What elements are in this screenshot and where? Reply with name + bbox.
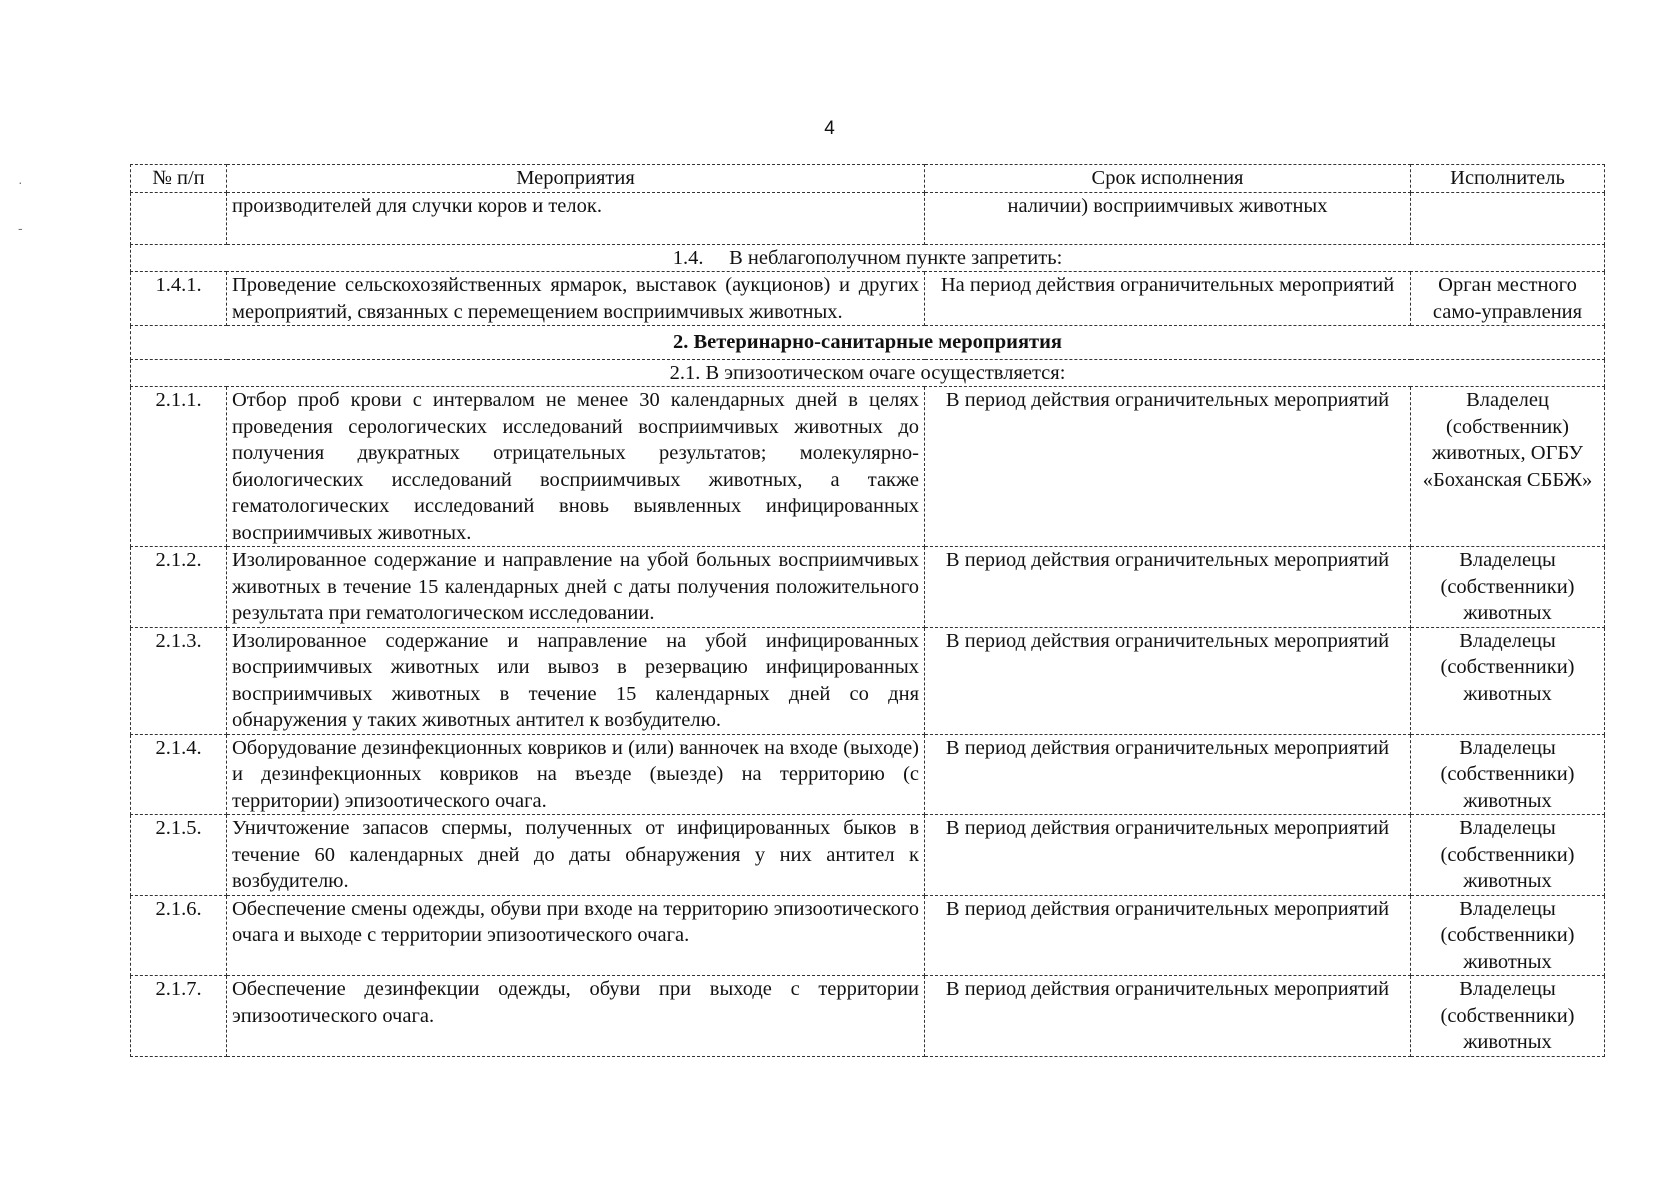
row-term: В период действия ограничительных мероприятий xyxy=(925,627,1411,734)
table-row xyxy=(131,627,1605,734)
row-executor: Владелецы (собственники) животных xyxy=(1411,976,1605,1057)
table-row xyxy=(131,895,1605,976)
scan-mark: · xyxy=(18,174,23,190)
row-activity: производителей для случки коров и телок. xyxy=(227,192,925,244)
row-activity: Обеспечение смены одежды, обуви при входе на территорию эпизоотического очага и выходе с территории эпизоотического очага. xyxy=(227,895,925,976)
row-number: 2.1.3. xyxy=(131,627,227,734)
row-number: 2.1.2. xyxy=(131,547,227,628)
row-term: В период действия ограничительных мероприятий xyxy=(925,815,1411,896)
row-executor: Владелецы (собственники) животных xyxy=(1411,547,1605,628)
table-row xyxy=(131,547,1605,628)
row-executor: Орган местного само-управления xyxy=(1411,272,1605,326)
row-number: 2.1.6. xyxy=(131,895,227,976)
row-term: В период действия ограничительных мероприятий xyxy=(925,387,1411,547)
row-activity: Отбор проб крови с интервалом не менее 30 календарных дней в целях проведения серологических исследований восприимчивых животных до получения двукратных отрицательных результатов; молекулярно-биологических исследований восприимчивых животных, а также гематологических исследований вновь выявленных инфицированных восприимчивых животных. xyxy=(227,387,925,547)
table-row xyxy=(131,976,1605,1057)
section-2-1-heading: 2.1. В эпизоотическом очаге осуществляется: xyxy=(131,359,1605,387)
table-row xyxy=(131,272,1605,326)
header-term: Срок исполнения xyxy=(925,165,1411,193)
measures-table xyxy=(130,164,1605,1057)
row-term: В период действия ограничительных мероприятий xyxy=(925,976,1411,1057)
row-term: В период действия ограничительных мероприятий xyxy=(925,895,1411,976)
row-number xyxy=(131,192,227,244)
row-number: 2.1.5. xyxy=(131,815,227,896)
header-number: № п/п xyxy=(131,165,227,193)
row-executor: Владелец (собственник) животных, ОГБУ «Боханская СББЖ» xyxy=(1411,387,1605,547)
row-activity: Изолированное содержание и направление на убой больных восприимчивых животных в течение 15 календарных дней с даты получения положительного результата при гематологическом исследовании. xyxy=(227,547,925,628)
table-row xyxy=(131,734,1605,815)
row-activity: Проведение сельскохозяйственных ярмарок, выставок (аукционов) и других мероприятий, связанных с перемещением восприимчивых животных. xyxy=(227,272,925,326)
row-term: На период действия ограничительных мероприятий xyxy=(925,272,1411,326)
row-term: В период действия ограничительных мероприятий xyxy=(925,547,1411,628)
row-term: наличии) восприимчивых животных xyxy=(925,192,1411,244)
row-executor: Владелецы (собственники) животных xyxy=(1411,627,1605,734)
section-1-4-heading: 1.4. В неблагополучном пункте запретить: xyxy=(131,244,1605,272)
page-number: 4 xyxy=(824,118,835,139)
section-row xyxy=(131,244,1605,272)
header-executor: Исполнитель xyxy=(1411,165,1605,193)
row-executor: Владелецы (собственники) животных xyxy=(1411,815,1605,896)
header-activities: Мероприятия xyxy=(227,165,925,193)
row-executor xyxy=(1411,192,1605,244)
table-row xyxy=(131,387,1605,547)
scan-mark: - xyxy=(18,220,23,236)
section-2-heading: 2. Ветеринарно-санитарные мероприятия xyxy=(131,326,1605,360)
row-number: 2.1.7. xyxy=(131,976,227,1057)
section-row xyxy=(131,326,1605,360)
row-term: В период действия ограничительных мероприятий xyxy=(925,734,1411,815)
row-number: 2.1.4. xyxy=(131,734,227,815)
row-number: 1.4.1. xyxy=(131,272,227,326)
row-activity: Изолированное содержание и направление на убой инфицированных восприимчивых животных или вывоз в резервацию инфицированных восприимчивых животных в течение 15 календарных дней со дня обнаружения у таких животных антител к возбудителю. xyxy=(227,627,925,734)
table-row xyxy=(131,192,1605,244)
row-activity: Обеспечение дезинфекции одежды, обуви при выходе с территории эпизоотического очага. xyxy=(227,976,925,1057)
row-number: 2.1.1. xyxy=(131,387,227,547)
table-header-row xyxy=(131,165,1605,193)
row-executor: Владелецы (собственники) животных xyxy=(1411,895,1605,976)
row-activity: Оборудование дезинфекционных ковриков и (или) ванночек на входе (выходе) и дезинфекционных ковриков на въезде (выезде) на территорию (с территории) эпизоотического очага. xyxy=(227,734,925,815)
table-row xyxy=(131,815,1605,896)
section-row xyxy=(131,359,1605,387)
row-activity: Уничтожение запасов спермы, полученных от инфицированных быков в течение 60 календарных дней до даты обнаружения у них антител к возбудителю. xyxy=(227,815,925,896)
row-executor: Владелецы (собственники) животных xyxy=(1411,734,1605,815)
